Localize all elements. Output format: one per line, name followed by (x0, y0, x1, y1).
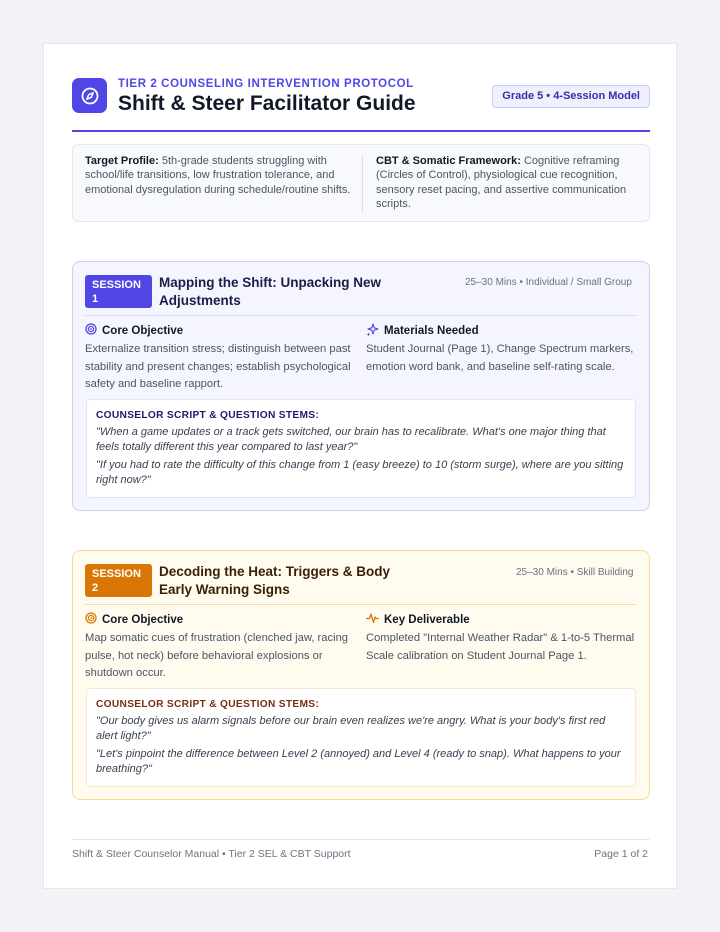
profile-divider (362, 155, 363, 213)
pulse-icon (366, 612, 379, 627)
sparkles-icon (366, 323, 379, 339)
core-objective-text: Externalize transition stress; distinguish between past stability and present changes; establish psychological safety and baseline rapport. (85, 343, 351, 390)
session-badge: SESSION 1 (85, 275, 152, 308)
script-quote: "Let's pinpoint the difference between Level 2 (annoyed) and Level 4 (ready to snap). What happens to your breathing?" (96, 748, 621, 775)
core-objective-heading (85, 323, 183, 338)
session-meta: 25–30 Mins • Skill Building (516, 567, 634, 578)
script-label: COUNSELOR SCRIPT & QUESTION STEMS: (96, 699, 320, 710)
script-label: COUNSELOR SCRIPT & QUESTION STEMS: (96, 410, 320, 421)
script-quote: "If you had to rate the difficulty of this change from 1 (easy breeze) to 10 (storm surge), where are you sitting right now?" (96, 459, 624, 486)
profile-box (72, 144, 650, 222)
materials-label: Materials Needed (384, 325, 479, 337)
counselor-script-box (86, 688, 636, 787)
core-objective-label: Core Objective (102, 613, 184, 626)
page-header (72, 78, 650, 134)
footer-divider (72, 839, 650, 840)
document-page (43, 43, 677, 889)
session-divider (85, 315, 637, 316)
framework-profile (376, 154, 641, 211)
session-title: Decoding the Heat: Triggers & Body Early Warning Signs (159, 564, 391, 597)
script-quote: "When a game updates or a track gets switched, our brain has to recalibrate. What's one major thing that feels totally different this year compared to last year?" (96, 426, 606, 453)
session-meta: 25–30 Mins • Individual / Small Group (465, 277, 632, 288)
session-title: Mapping the Shift: Unpacking New Adjustments (159, 275, 381, 308)
session-divider (85, 604, 637, 605)
compass-icon (72, 78, 107, 113)
deliverable-heading (366, 612, 470, 627)
framework-label: CBT & Somatic Framework: (376, 155, 521, 167)
materials-heading (366, 323, 479, 339)
target-icon (85, 323, 97, 338)
core-objective-heading (85, 612, 183, 627)
page-number: Page 1 of 2 (594, 848, 648, 860)
grade-badge: Grade 5 • 4-Session Model (492, 85, 650, 108)
framework-text: Cognitive reframing (Circles of Control), physiological cue recognition, sensory reset pacing, and assertive communication scripts. (376, 155, 627, 210)
script-quote: "Our body gives us alarm signals before our brain even realizes we're angry. What is your body's first red alert light?" (96, 715, 606, 742)
deliverable-label: Key Deliverable (384, 613, 470, 626)
protocol-eyebrow: TIER 2 COUNSELING INTERVENTION PROTOCOL (118, 78, 414, 90)
session-badge: SESSION 2 (85, 564, 152, 597)
counselor-script-box (86, 399, 636, 498)
page-title: Shift & Steer Facilitator Guide (118, 92, 416, 115)
core-objective-text: Map somatic cues of frustration (clenched jaw, racing pulse, hot neck) before behavioral explosions or shutdown occur. (85, 632, 349, 679)
core-objective-label: Core Objective (102, 324, 184, 337)
session-1-card (72, 261, 650, 511)
target-profile-label: Target Profile: (85, 155, 159, 167)
session-2-card (72, 550, 650, 800)
target-profile (85, 154, 355, 197)
target-icon (85, 612, 97, 627)
footer-manual-title: Shift & Steer Counselor Manual • Tier 2 SEL & CBT Support (72, 848, 351, 860)
deliverable-text: Completed "Internal Weather Radar" & 1-to-5 Thermal Scale calibration on Student Journal Page 1. (366, 632, 635, 662)
header-divider (72, 130, 650, 132)
materials-text: Student Journal (Page 1), Change Spectrum markers, emotion word bank, and baseline self-rating scale. (366, 343, 634, 373)
target-profile-text: 5th-grade students struggling with school/life transitions, low frustration tolerance, and emotional dysregulation during schedule/routine shifts. (85, 155, 351, 196)
